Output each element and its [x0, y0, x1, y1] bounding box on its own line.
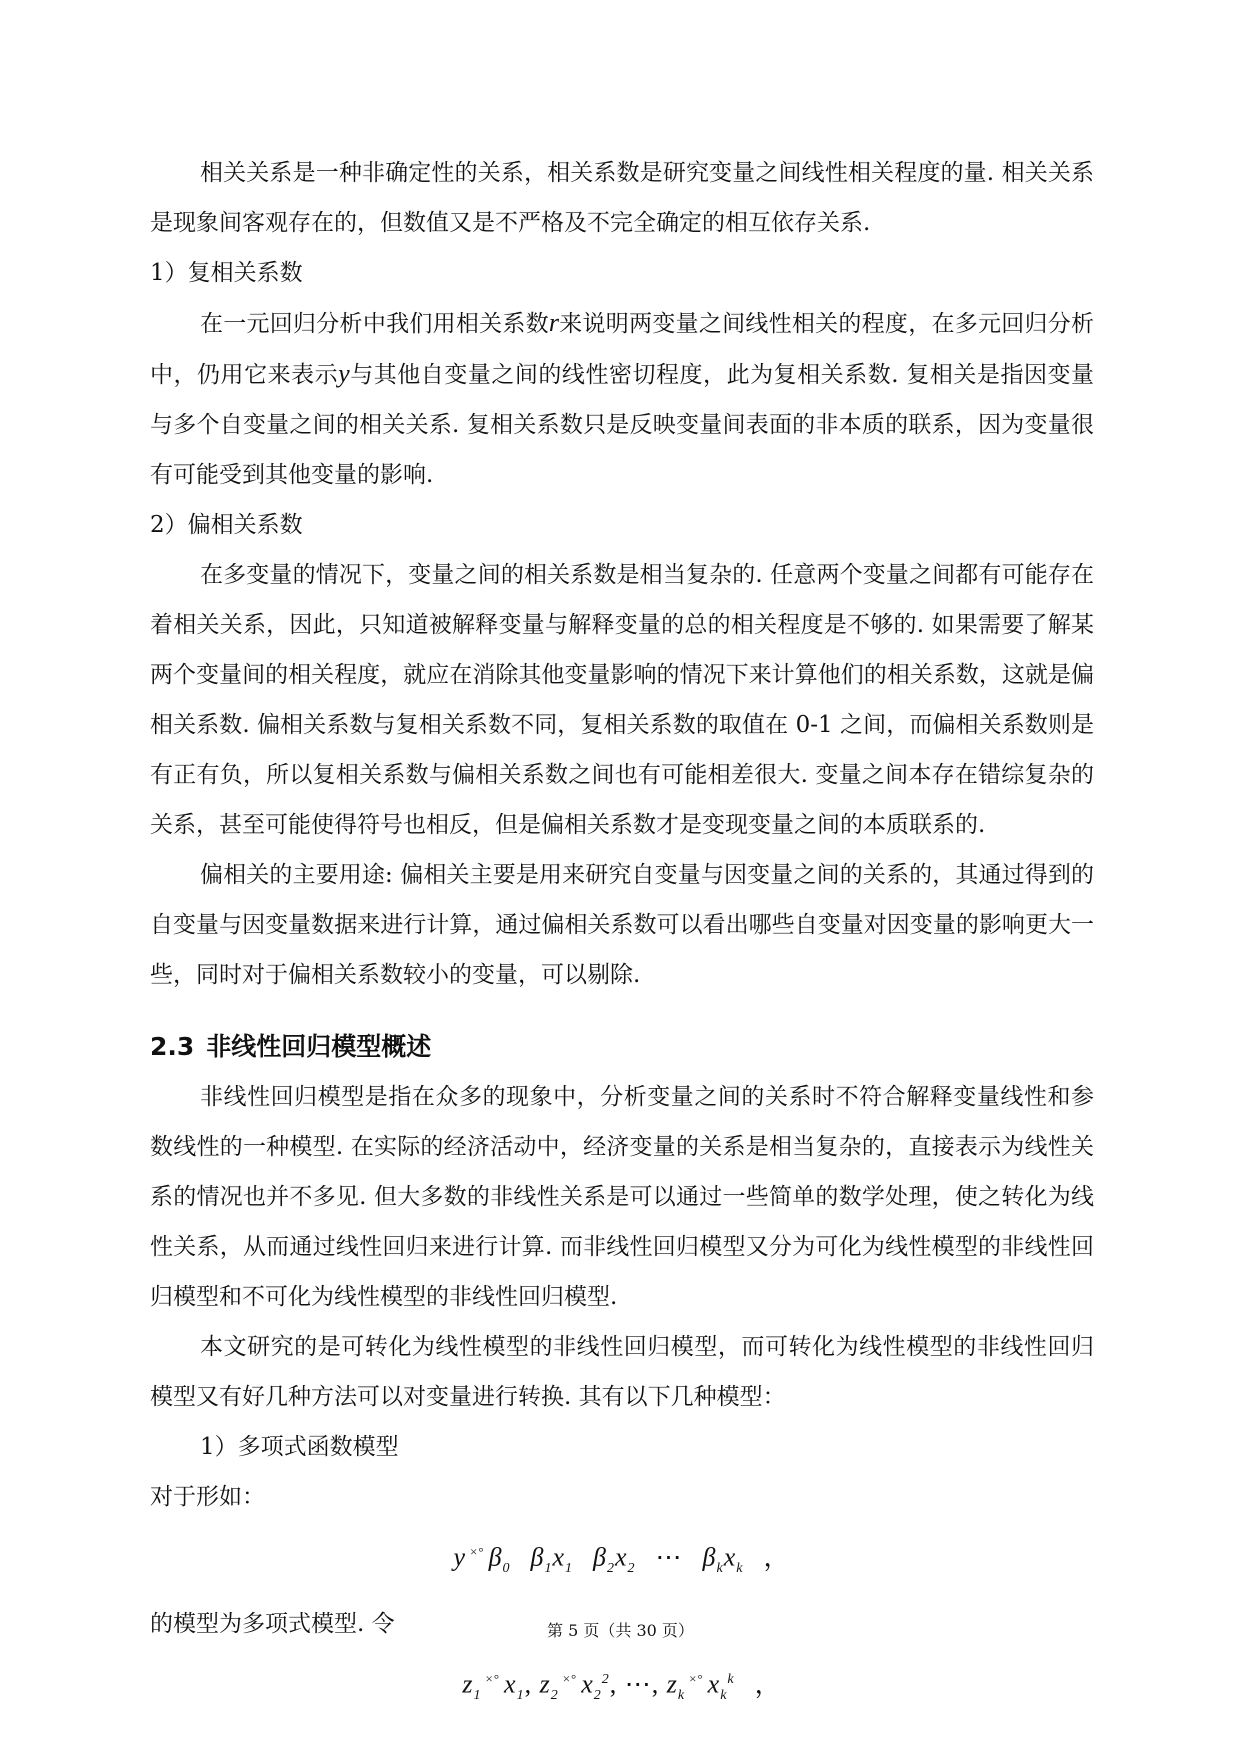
formula-lead-text: 对于形如：: [150, 1484, 265, 1510]
paragraph-correlation-intro: 相关关系是一种非确定性的关系，相关系数是研究变量之间线性相关程度的量. 相关关系是现象间客观存在的，但数值又是不严格及不完全确定的相互依存关系.: [150, 160, 1094, 236]
section-number: 2.3: [150, 1032, 195, 1061]
list-item-polynomial-model: 1）多项式函数模型: [200, 1434, 399, 1460]
section-title: 非线性回归模型概述: [206, 1032, 432, 1061]
paragraph-transformable-models: 本文研究的是可转化为线性模型的非线性回归模型，而可转化为线性模型的非线性回归模型又有好几种方法可以对变量进行转换. 其有以下几种模型：: [150, 1334, 1094, 1410]
paragraph-multiple-correlation: 在一元回归分析中我们用相关系数r来说明两变量之间线性相关的程度，在多元回归分析中，仍用它来表示y与其他自变量之间的线性密切程度，此为复相关系数. 复相关是指因变量与多个自变量之间的相关关系. 复相关系数只是反映变量间表面的非本质的联系，因为变量很有可能受到其他变量的影响.: [150, 308, 1095, 488]
subheading-multiple-correlation: 1）复相关系数: [150, 260, 303, 286]
page-footer: 第 5 页（共 30 页）: [547, 1621, 694, 1640]
paragraph-partial-correlation: 在多变量的情况下，变量之间的相关系数是相当复杂的. 任意两个变量之间都有可能存在着相关关系，因此，只知道被解释变量与解释变量的总的相关程度是不够的. 如果需要了解某两个变量间的相关程度，就应在消除其他变量影响的情况下来计算他们的相关系数，这就是偏相关系数. 偏相关系数与复相关系数不同，复相关系数的取值在 0-1 之间，而偏相关系数则是有正有负，所以复相关系数与偏相关系数之间也有可能相差很大. 变量之间本存在错综复杂的关系，甚至可能使得符号也相反，但是偏相关系数才是变现变量之间的本质联系的.: [150, 562, 1094, 838]
variable-r: r: [548, 308, 560, 337]
formula-substitution: $z_1^{\times^\circ}$ $x_1$, $z_2^{\times^\circ}$ $x_2^2$, ⋯, $z_k^{\times^\circ}$ $x_k^k$ ，: [462, 1669, 782, 1703]
formula-followup-text: 的模型为多项式模型. 令: [150, 1610, 395, 1637]
page-body: [150, 148, 1094, 1726]
paragraph-partial-correlation-uses: 偏相关的主要用途: 偏相关主要是用来研究自变量与因变量之间的关系的，其通过得到的自变量与因变量数据来进行计算，通过偏相关系数可以看出哪些自变量对因变量的影响更大一些，同时对于偏相关系数较小的变量，可以剔除.: [150, 862, 1094, 988]
formula-polynomial-model: y ×° $\beta_0$ $\beta_1x_1$ $\beta_2x_2$ ⋯ $\beta_kx_k$ ，: [453, 1542, 791, 1576]
variable-y: y: [338, 359, 350, 388]
subheading-partial-correlation: 2）偏相关系数: [150, 512, 303, 538]
section-heading: [150, 1022, 1094, 1072]
paragraph-nonlinear-overview: 非线性回归模型是指在众多的现象中，分析变量之间的关系时不符合解释变量线性和参数线性的一种模型. 在实际的经济活动中，经济变量的关系是相当复杂的，直接表示为线性关系的情况也并不多见. 但大多数的非线性关系是可以通过一些简单的数学处理，使之转化为线性关系，从而通过线性回归来进行计算. 而非线性回归模型又分为可化为线性模型的非线性回归模型和不可化为线性模型的非线性回归模型.: [150, 1084, 1094, 1310]
